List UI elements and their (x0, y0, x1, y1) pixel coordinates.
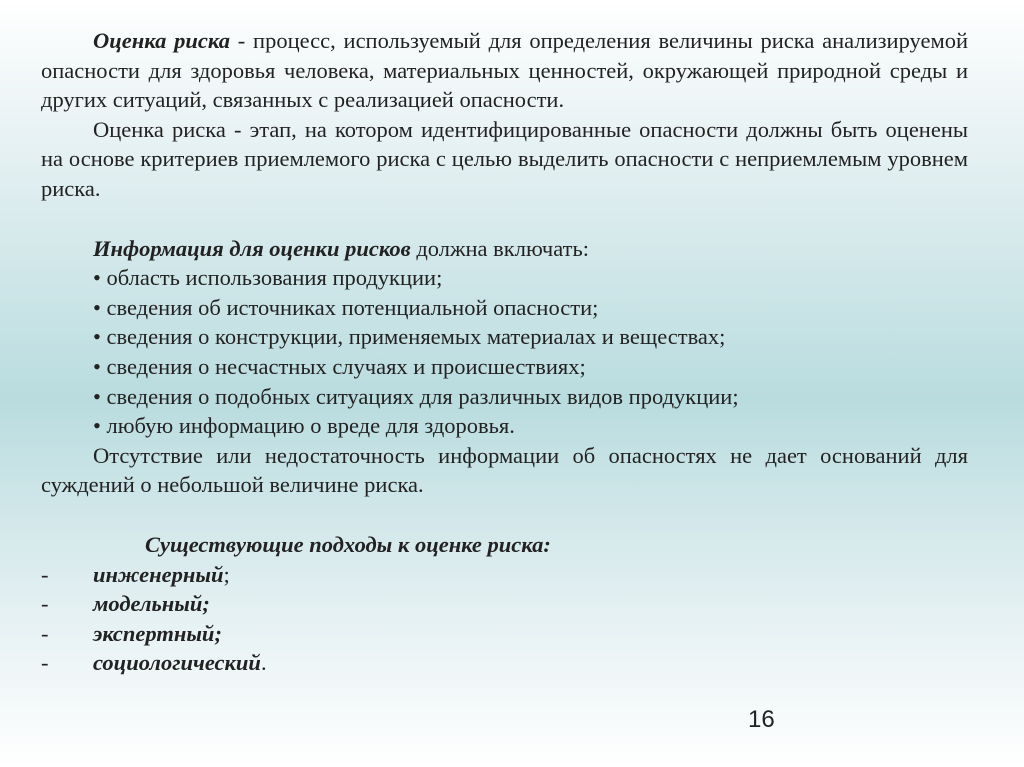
approach-item (41, 619, 968, 649)
approaches-heading: Существующие подходы к оценке риска: (145, 531, 551, 557)
approach-item (41, 589, 968, 619)
info-list-item: • сведения о несчастных случаях и происшествиях; (93, 353, 586, 379)
approach-label: социологический (93, 650, 261, 676)
approach-label: экспертный; (93, 620, 222, 646)
list-dash: - (41, 650, 49, 676)
info-list-item: • сведения о подобных ситуациях для различных видов продукции; (93, 383, 739, 409)
info-list-item: • любую информацию о вреде для здоровья. (93, 413, 515, 439)
approach-suffix: . (260, 650, 267, 676)
info-list-item: • сведения об источниках потенциальной опасности; (93, 294, 599, 320)
approach-item (41, 560, 968, 590)
page-number: 16 (748, 706, 775, 733)
info-list-item: • область использования продукции; (93, 265, 443, 291)
slide-content (41, 26, 968, 678)
approach-label: инженерный (93, 561, 224, 587)
list-dash: - (41, 591, 49, 617)
list-dash: - (41, 561, 49, 587)
approach-suffix: ; (223, 561, 230, 587)
list-dash: - (41, 620, 49, 646)
approach-label: модельный; (93, 591, 210, 617)
info-conclusion: Отсутствие или недостаточность информации об опасностях не дает оснований для суждений о небольшой величине риска. (41, 442, 968, 498)
info-heading-bold: Информация для оценки рисков (93, 235, 411, 261)
info-list-item: • сведения о конструкции, применяемых материалах и веществах; (93, 324, 726, 350)
approach-item (41, 648, 968, 678)
spacer (41, 500, 968, 530)
definition-paragraph-2: Оценка риска - этап, на котором идентифицированные опасности должны быть оценены на основе критериев приемлемого риска с целью выделить опасности с неприемлемым уровнем риска. (41, 116, 968, 201)
definition-term: Оценка риска (93, 28, 230, 53)
definition-paragraph-1 (41, 26, 968, 115)
info-heading-rest: должна включать: (410, 235, 589, 261)
spacer (41, 204, 968, 234)
info-heading (41, 234, 968, 264)
definition-text-1: - процесс, используемый для определения величины риска анализируемой опасности для здоровья человека, материальных ценностей, окружающей природной среды и других ситуаций, связанных с реализацией опасности. (41, 28, 968, 113)
